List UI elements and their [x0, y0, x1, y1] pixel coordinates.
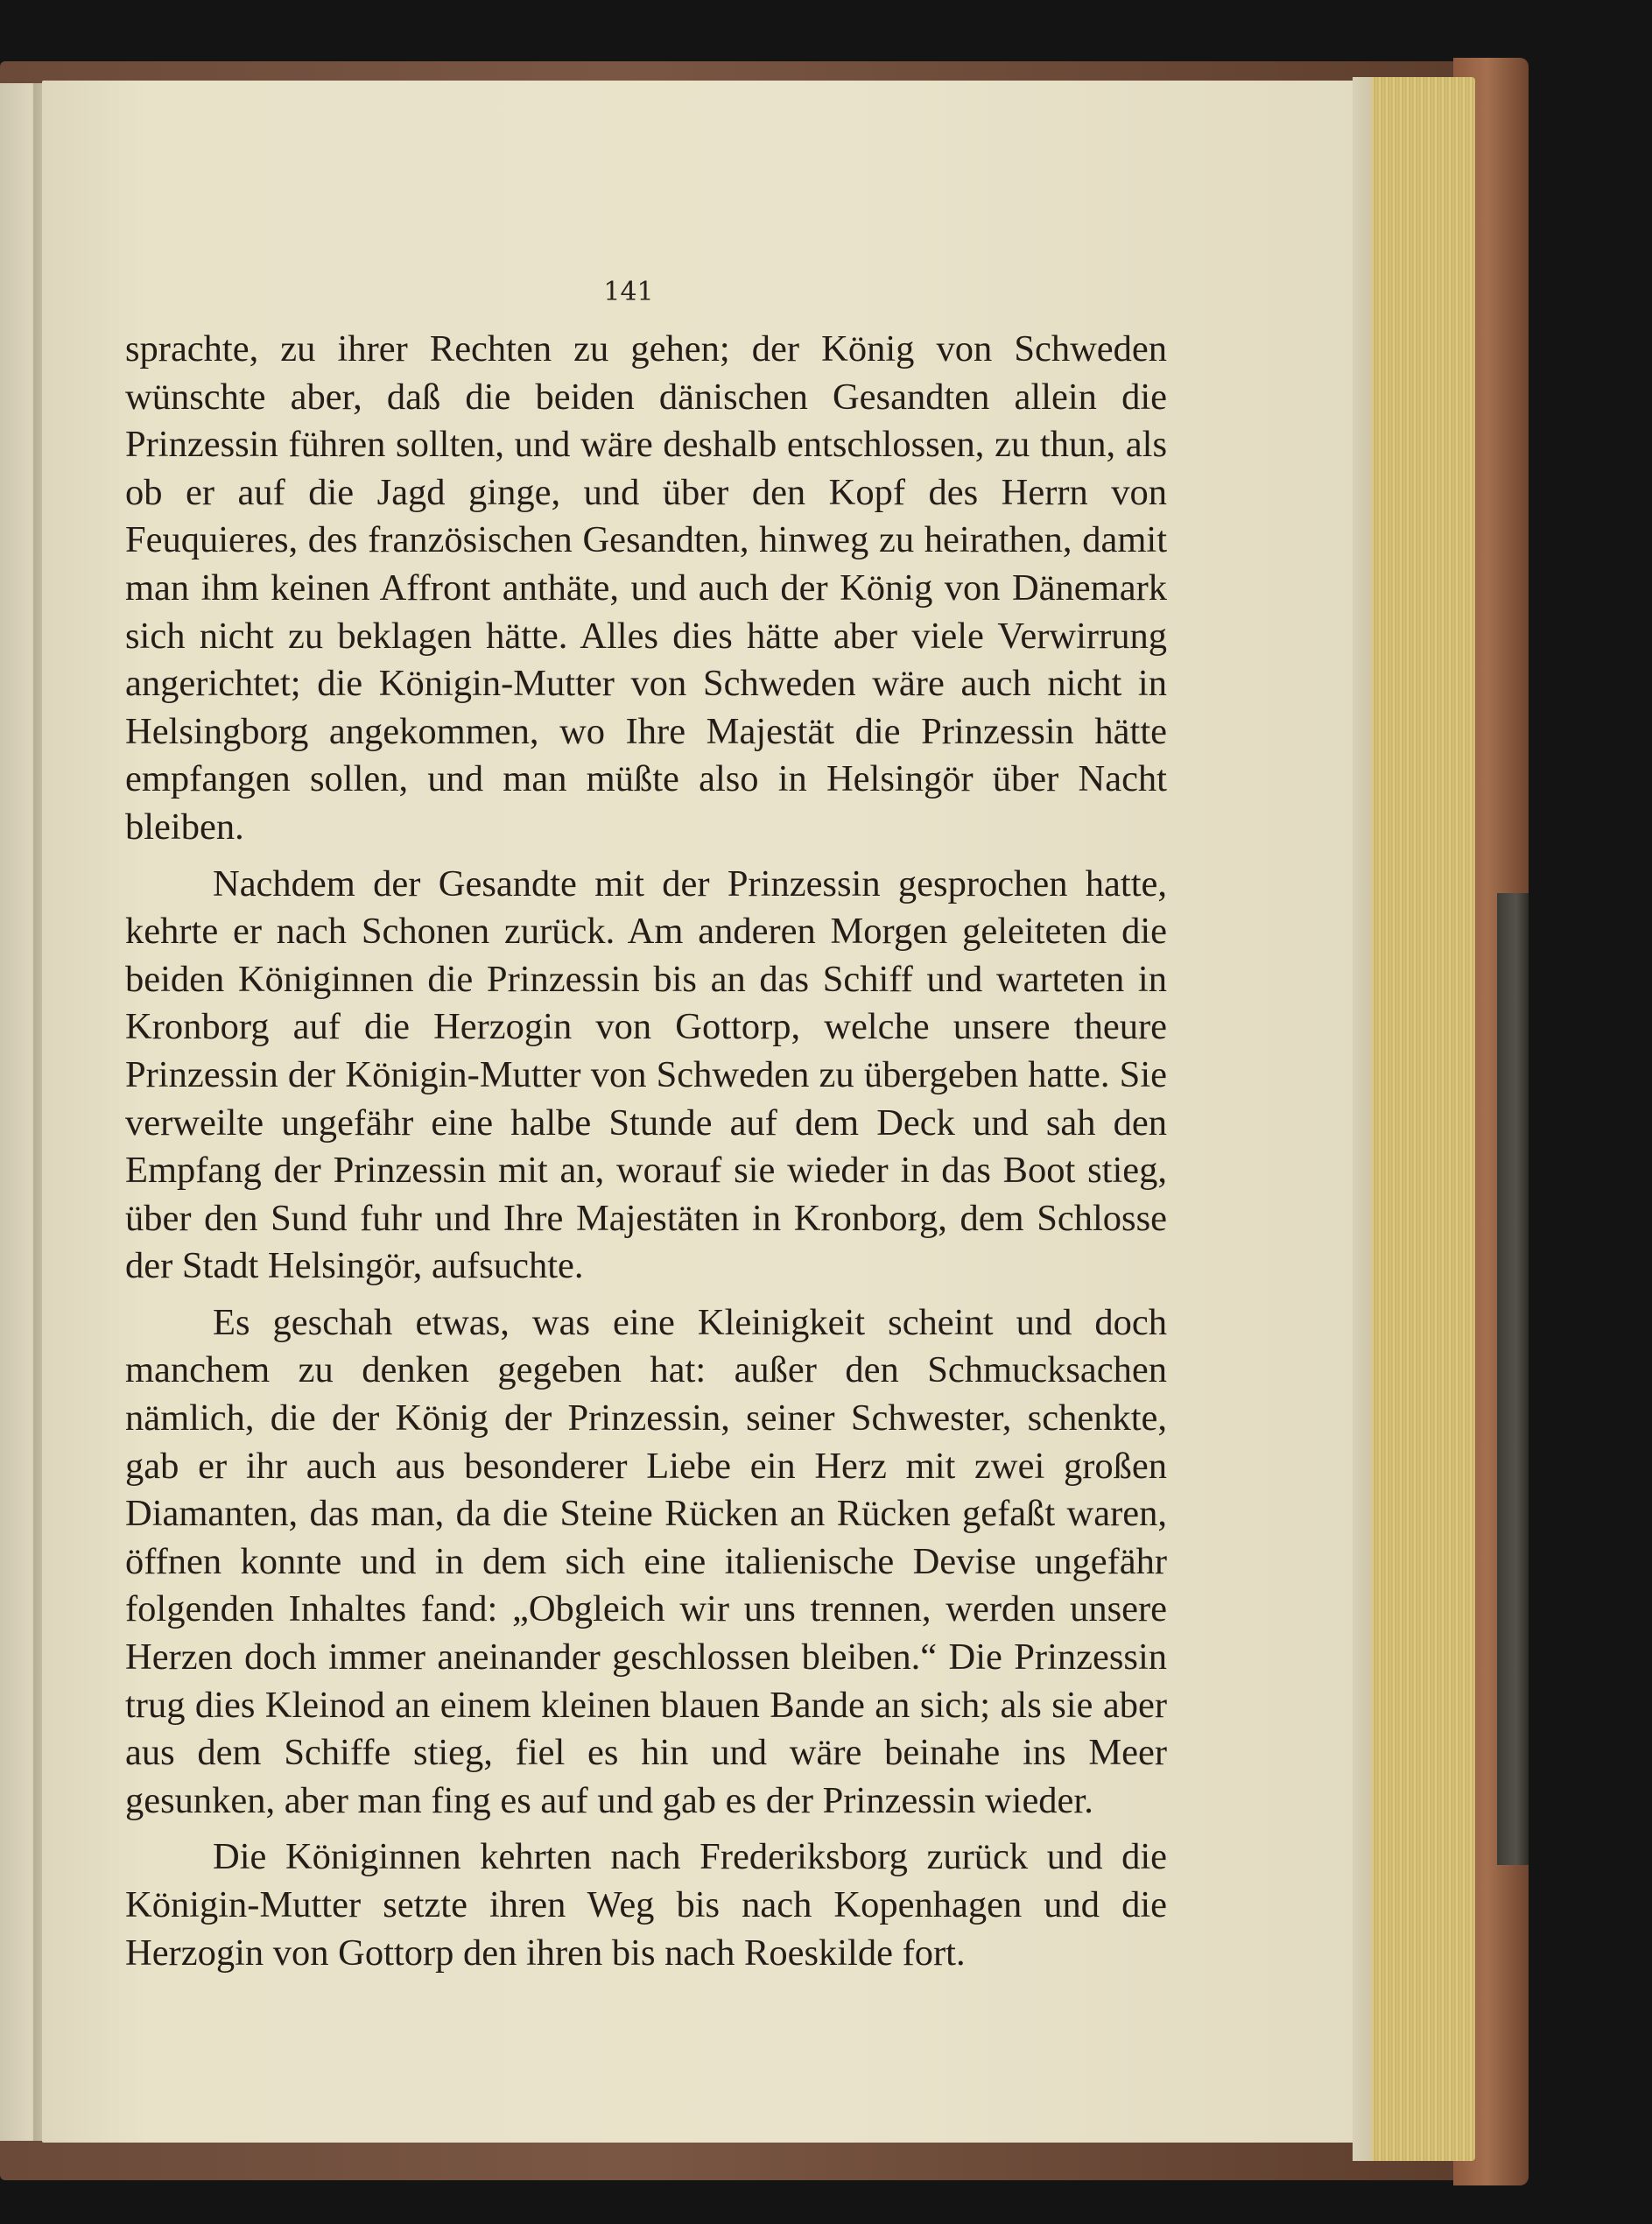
book-page: [42, 81, 1364, 2143]
page-number: 141: [603, 277, 654, 307]
paragraph-3: Es geschah etwas, was eine Kleinigkeit scheint und doch manchem zu denken gegeben hat: außer den Schmucksachen nämlich, die der König der Prinzessin, seiner Schwester, schenkte, gab er ihr auch aus besonderer Liebe ein Herz mit zwei großen Diamanten, das man, da die Steine Rücken an Rücken gefaßt waren, öffnen konnte und in dem sich eine italienische Devise ungefähr folgenden Inhaltes fand: „Obgleich wir uns trennen, werden unsere Herzen doch immer aneinander geschlossen bleiben.“ Die Prinzessin trug dies Kleinod an einem kleinen blauen Bande an sich; als sie aber aus dem Schiffe stieg, fiel es hin und wäre beinahe ins Meer gesunken, aber man fing es auf und gab es der Prinzessin wieder.: [125, 1301, 1167, 1821]
paragraph-4: Die Königinnen kehrten nach Frederiksborg zurück und die Königin-Mutter setzte ihren Weg bis nach Kopenhagen und die Herzogin von Gottorp den ihren bis nach Roeskilde fort.: [125, 1836, 1167, 1974]
gilt-page-edges: [1361, 77, 1475, 2161]
book-cover-worn-patch: [1497, 893, 1529, 1865]
body-text: [125, 326, 1167, 1986]
page-edge-shadow: [1353, 77, 1372, 2161]
paragraph-2: Nachdem der Gesandte mit der Prinzessin gesprochen hatte, kehrte er nach Schonen zurück. Am anderen Morgen geleiteten die beiden Königinnen die Prinzessin bis an das Schiff und warteten in Kronborg auf die Herzogin von Gottorp, welche unsere theure Prinzessin der Königin-Mutter von Schweden zu übergeben hatte. Sie verweilte ungefähr eine halbe Stunde auf dem Deck und sah den Empfang der Prinzessin mit an, worauf sie wieder in das Boot stieg, über den Sund fuhr und Ihre Majestäten in Kronborg, dem Schlosse der Stadt Helsingör, aufsuchte.: [125, 862, 1167, 1287]
paragraph-1: sprachte, zu ihrer Rechten zu gehen; der König von Schweden wünschte aber, daß die beiden dänischen Gesandten allein die Prinzessin führen sollten, und wäre deshalb entschlossen, zu thun, als ob er auf die Jagd ginge, und über den Kopf des Herrn von Feuquieres, des französischen Gesandten, hinweg zu heirathen, damit man ihm keinen Affront anthäte, und auch der König von Dänemark sich nicht zu beklagen hätte. Alles dies hätte aber viele Verwirrung angerichtet; die Königin-Mutter von Schweden wäre auch nicht in Helsingborg angekommen, wo Ihre Majestät die Prinzessin hätte empfangen sollen, und man müßte also in Helsingör über Nacht bleiben.: [125, 328, 1167, 848]
